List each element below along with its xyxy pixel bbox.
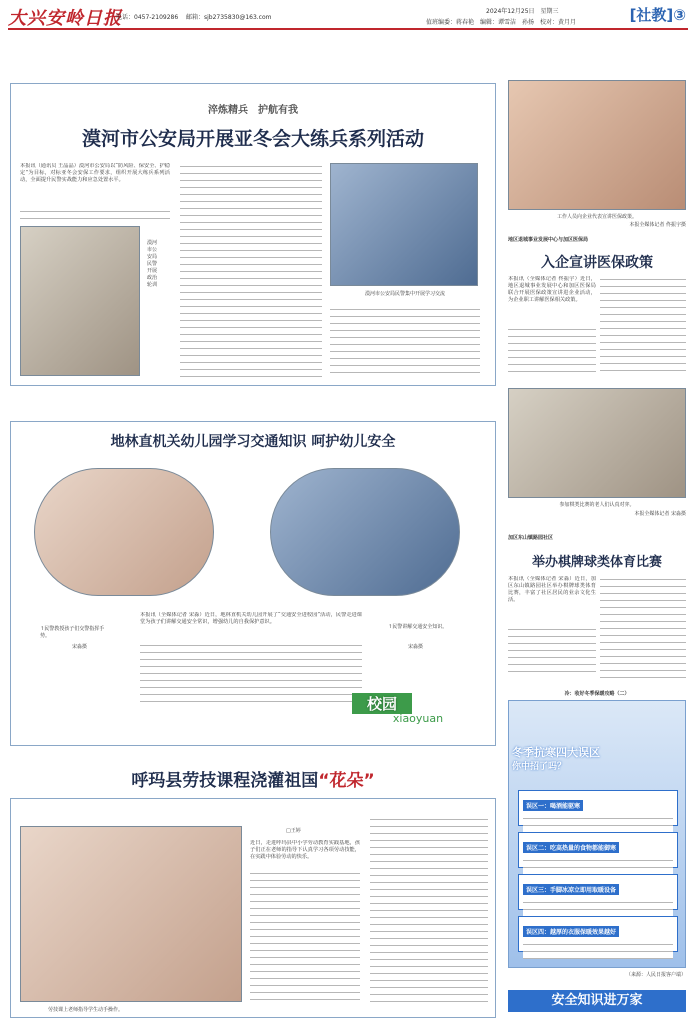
campus-label-pinyin: xiaoyuan — [392, 712, 444, 725]
story1-body-col3 — [330, 306, 480, 378]
side2-photo — [508, 388, 686, 498]
story3-body-col1 — [250, 870, 360, 1005]
story1-body-col2 — [180, 163, 322, 378]
story2-photo2-credit: 宋淼摄 — [408, 644, 424, 650]
campus-label: 校园 — [352, 693, 412, 714]
story1-photo2-caption: 漠河市公安局民警集中开展学习交流 — [364, 291, 445, 297]
side2-body-col1 — [508, 626, 596, 678]
side3-items — [518, 790, 678, 956]
story3-photo-caption: 劳技课上老师指导学生动手操作。 — [48, 1007, 124, 1013]
story2-photo-2 — [270, 468, 460, 596]
side3-item: 误区三：手脚冰凉立即用取暖设备 — [518, 874, 678, 910]
side2-kicker: 加区东山镇路园社区 — [508, 535, 554, 541]
story2-photo1-caption: ↑民警教授孩子们交警指挥手势。 — [40, 626, 105, 639]
side3-poster-title: 冬季抗寒四大误区 — [512, 746, 600, 759]
side2-photo-caption: 参加棋类比赛的老人们认真对弈。 — [559, 502, 635, 508]
story3-headline-text: 呼玛县劳技课程浇灌祖国 — [131, 771, 319, 791]
story1-photo-1 — [20, 226, 140, 376]
story1-photo-2 — [330, 163, 478, 286]
side1-photo-credit: 本报全媒体记者 佟振宇摄 — [629, 222, 686, 228]
masthead-email: 邮箱：sjb2735830@163.com — [186, 14, 272, 21]
side2-body-col2 — [600, 576, 686, 678]
story3-headline-quote: “花朵” — [318, 771, 375, 791]
side3-item: 误区二：吃高热量的食物都能御寒 — [518, 832, 678, 868]
story3-photo — [20, 826, 242, 1002]
newspaper-logo: 大兴安岭日报 — [8, 8, 122, 29]
side3-poster-subtitle: 你中招了吗？ — [512, 762, 567, 772]
masthead-date: 2024年12月25日 星期三 — [486, 8, 559, 15]
story2-photo-1 — [34, 468, 214, 596]
side3-strip-title: 冷：收好冬季保暖攻略（二） — [564, 691, 630, 697]
side1-body-col2 — [600, 276, 686, 372]
story1-headline: 漠河市公安局开展亚冬会大练兵系列活动 — [81, 128, 424, 150]
masthead — [8, 4, 688, 30]
story1-photo1-caption: 漠河市公安局民警开展政治轮训 — [147, 240, 158, 288]
section-tag: [社教]③ — [629, 6, 686, 24]
side1-headline: 入企宣讲医保政策 — [541, 255, 653, 271]
side2-lead: 本报讯（全媒体记者 宋淼）近日，加区东山镇路园社区举办棋牌球类体育比赛，丰富了社区居民的业余文化生活。 — [508, 576, 596, 603]
side1-body-col1 — [508, 326, 596, 372]
side1-photo — [508, 80, 686, 210]
story1-lead: 本报讯（通讯员 王晶晶）漠河市公安局以“防风险、保安全、护稳定”为目标，对标亚冬会安保工作要求，组织开展大练兵系列活动，全面提升民警实战能力和应急处置水平。 — [20, 163, 170, 183]
side3-item: 误区四：越厚的衣服保暖效果越好 — [518, 916, 678, 952]
story2-photo2-caption: ↑民警讲解交通安全知识。 — [388, 624, 448, 630]
side3-item: 误区一：喝酒能驱寒 — [518, 790, 678, 826]
side1-photo-caption: 工作人员向企业代表宣讲医保政策。 — [556, 214, 637, 220]
story1-kicker: 淬炼精兵 护航有我 — [208, 105, 298, 116]
side3-footer: 安全知识进万家 — [508, 990, 686, 1012]
story3-headline — [10, 766, 496, 791]
story2-photo1-credit: 宋淼摄 — [72, 644, 88, 650]
story3-lead: 近日，走进呼玛县中小学劳动教育实践基地，孩子们正在老师的指导下认真学习各项劳动技能，在实践中体验劳动的快乐。 — [250, 840, 360, 860]
story3-author: □王婷 — [286, 828, 301, 834]
story2-headline: 地林直机关幼儿园学习交通知识 呵护幼儿安全 — [110, 434, 396, 450]
story1-body-col1 — [20, 208, 170, 223]
side1-kicker: 地区退城事业发展中心与加区医保局 — [508, 237, 589, 243]
story3-body-col2 — [370, 816, 488, 1005]
masthead-editors: 值班编委：蒋春艳 编辑：谭雪洁 孙扬 校对：黄月月 — [426, 19, 577, 26]
masthead-phone: 电话：0457-2109286 — [116, 14, 179, 21]
story2-body — [140, 642, 362, 706]
side2-photo-credit: 本报全媒体记者 宋淼摄 — [634, 511, 686, 517]
side2-headline: 举办棋牌球类体育比赛 — [531, 555, 662, 570]
side3-source: （来源：人民日报客户端） — [625, 972, 686, 978]
side1-lead: 本报讯（全媒体记者 佟振宇）近日，地区退城事业发展中心和加区医保局联合开展医保政策宣讲进企业活动，为企业职工讲解医保相关政策。 — [508, 276, 596, 303]
story2-lead: 本报讯（全媒体记者 宋淼）近日，地林直机关幼儿园开展了“交通安全进校园”活动，民警走进课堂为孩子们讲解交通安全常识，增强幼儿的自我保护意识。 — [140, 612, 362, 625]
